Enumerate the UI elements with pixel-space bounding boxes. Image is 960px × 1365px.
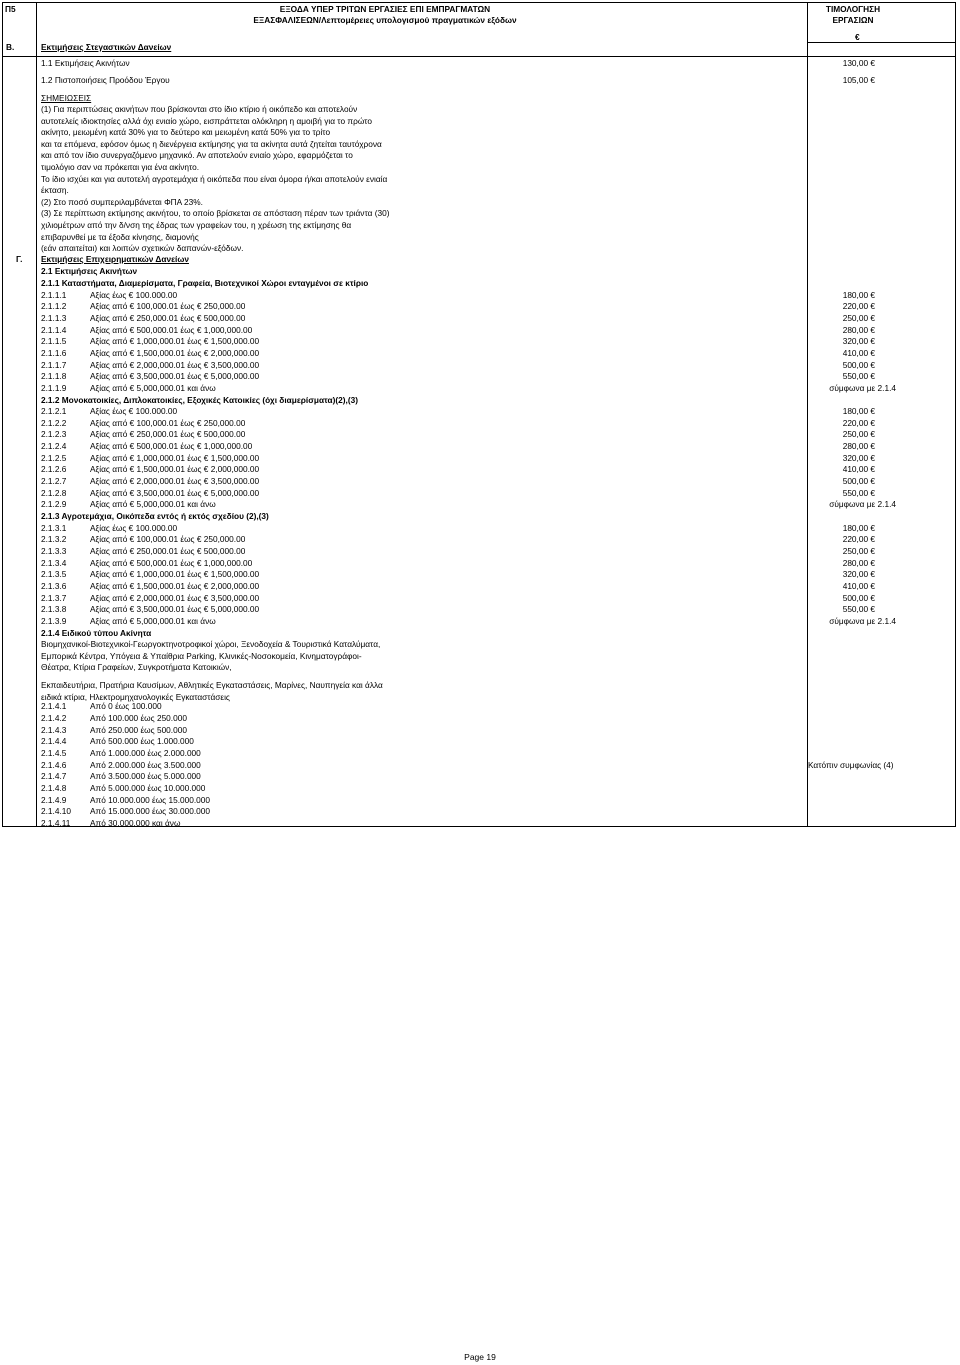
note-text: έκταση. [41, 185, 69, 196]
group-description: ειδικά κτίρια, Ηλεκτρομηχανολογικές Εγκαταστάσεις [41, 691, 230, 702]
row-label: Αξίας από € 2,000,000.01 έως € 3,500,000.00 [90, 592, 260, 603]
row-price: 410,00 € [842, 464, 875, 475]
row-code: 2.1.3.6 [41, 580, 67, 591]
description-line [0, 639, 960, 651]
row-label: Αξίας από € 3,500,000.01 έως € 5,000,000.00 [90, 604, 260, 615]
row-label: Από 5.000.000 έως 10.000.000 [90, 782, 206, 793]
row-label: Αξίας από € 5,000,000.01 και άνω [90, 499, 216, 510]
row-label: Αξίας από € 250,000.01 έως € 500,000.00 [90, 545, 246, 556]
row-price: 250,00 € [842, 312, 875, 323]
row-label: Από 100.000 έως 250.000 [90, 713, 187, 724]
description-line [0, 680, 960, 692]
group-description: Θέατρα, Κτίρια Γραφείων, Συγκροτήματα Κατοικιών, [41, 662, 232, 673]
row-label: Αξίας από € 100,000.01 έως € 250,000.00 [90, 417, 246, 428]
row-label: Αξίας από € 5,000,000.01 και άνω [90, 382, 216, 393]
row-code: 2.1.3.7 [41, 592, 67, 603]
note-text: επιβαρυνθεί με τα έξοδα κίνησης, διαμονής [41, 231, 199, 242]
row-code: 2.1.1.3 [41, 312, 67, 323]
note-line [0, 150, 960, 162]
row-price: 180,00 € [842, 522, 875, 533]
table-row [0, 371, 960, 383]
note-line [0, 220, 960, 232]
pricing-column-header [808, 4, 898, 26]
row-label: Από 30.000.000 και άνω [90, 817, 181, 828]
table-row [0, 713, 960, 725]
table-row [0, 581, 960, 593]
section-b-header [0, 42, 960, 54]
row-label: 1.2 Πιστοποιήσεις Προόδου Έργου [41, 75, 170, 85]
row-code: 2.1.2.2 [41, 417, 67, 428]
note-text: και από τον ίδιο συνεργαζόμενο μηχανικό. Αν αποτελούν ενιαίο χώρο, εφαρμόζεται το [41, 150, 353, 161]
row-price: 550,00 € [842, 487, 875, 498]
table-row [0, 453, 960, 465]
table-row [0, 290, 960, 302]
section-c-header [0, 254, 960, 266]
row-price: σύμφωνα με 2.1.4 [829, 499, 896, 510]
table-row [0, 534, 960, 546]
notes-heading: ΣΗΜΕΙΩΣΕΙΣ [41, 93, 92, 103]
row-price: 220,00 € [842, 301, 875, 312]
table-row [0, 429, 960, 441]
row-label: Αξίας από € 100,000.01 έως € 250,000.00 [90, 301, 246, 312]
row-label: Αξίας από € 1,500,000.01 έως € 2,000,000.00 [90, 347, 260, 358]
row-price: 500,00 € [842, 592, 875, 603]
pricing-header-line-1: ΤΙΜΟΛΟΓΗΣΗ [825, 4, 881, 14]
note-line [0, 174, 960, 186]
row-code: 2.1.4.4 [41, 736, 67, 747]
table-row [0, 75, 960, 87]
row-label: Αξίας από € 500,000.01 έως € 1,000,000.00 [90, 324, 253, 335]
group-title: 2.1.1 Καταστήματα, Διαμερίσματα, Γραφεία, Βιοτεχνικοί Χώροι ενταγμένοι σε κτίριο [41, 278, 369, 288]
group-description: Εμπορικά Κέντρα, Υπόγεια & Υπαίθρια Parking, Κλινικές-Νοσοκομεία, Κινηματογράφοι- [41, 650, 362, 661]
note-text: αυτοτελείς ιδιοκτησίες αλλά όχι ενιαίο χώρο, εισπράττεται ολόκληρη η αμοιβή για το πρώτο [41, 115, 372, 126]
table-row [0, 701, 960, 713]
group-description: Βιομηχανικοί-Βιοτεχνικοί-Γεωργοκτηνοτροφικοί χώροι, Ξενοδοχεία & Τουριστικά Καταλύματα, [41, 639, 381, 650]
row-price: 280,00 € [842, 441, 875, 452]
subsection-title [0, 266, 960, 278]
table-row [0, 313, 960, 325]
table-row [0, 499, 960, 511]
row-price: 250,00 € [842, 545, 875, 556]
group-title: 2.1.4 Ειδικού τύπου Ακίνητα [41, 627, 152, 638]
table-row [0, 818, 960, 830]
table-row [0, 406, 960, 418]
description-line [0, 651, 960, 663]
group-description: Εκπαιδευτήρια, Πρατήρια Καυσίμων, Αθλητικές Εγκαταστάσεις, Μαρίνες, Ναυπηγεία και άλλα [41, 680, 383, 691]
note-text: (εάν απαιτείται) και λοιπών σχετικών δαπανών-εξόδων. [41, 243, 244, 254]
section-title: Εκτιμήσεις Στεγαστικών Δανείων [41, 42, 172, 52]
note-line [0, 208, 960, 220]
table-row [0, 771, 960, 783]
row-label: Από 1.000.000 έως 2.000.000 [90, 748, 201, 758]
row-price: Κατόπιν συμφωνίας (4) [808, 759, 894, 770]
group-heading [0, 628, 960, 640]
group-heading [0, 278, 960, 290]
row-code: 2.1.1.6 [41, 347, 67, 358]
note-text: (3) Σε περίπτωση εκτίμησης ακινήτου, το οποίο βρίσκεται σε απόσταση πέραν των τριάντα (30) [41, 208, 390, 219]
row-code: 2.1.4.8 [41, 782, 67, 793]
row-code: 2.1.1.9 [41, 382, 67, 393]
row-code: 2.1.1.8 [41, 371, 67, 382]
table-row [0, 325, 960, 337]
section-letter: Β. [6, 42, 15, 52]
row-label: Αξίας από € 1,500,000.01 έως € 2,000,000.00 [90, 464, 260, 475]
note-text: και τα επόμενα, εφόσον όμως η διενέργεια εκτίμησης για τα ακίνητα αυτά ζητείται ταυτόχρονα [41, 138, 382, 149]
row-label: Αξίας από € 100,000.01 έως € 250,000.00 [90, 534, 246, 545]
table-row [0, 441, 960, 453]
row-price: σύμφωνα με 2.1.4 [829, 615, 896, 626]
row-label: Αξίας από € 5,000,000.01 και άνω [90, 615, 216, 626]
table-row [0, 488, 960, 500]
row-price: 105,00 € [842, 75, 875, 85]
row-code: 2.1.4.1 [41, 701, 67, 712]
row-label: Αξίας από € 1,500,000.01 έως € 2,000,000.00 [90, 580, 260, 591]
row-price: 180,00 € [842, 406, 875, 417]
note-line [0, 127, 960, 139]
row-label: Αξίας από € 1,000,000.01 έως € 1,500,000.00 [90, 569, 260, 580]
currency-symbol: € [855, 32, 860, 42]
row-price: 410,00 € [842, 347, 875, 358]
note-line [0, 232, 960, 244]
row-label: 1.1 Εκτιμήσεις Ακινήτων [41, 58, 130, 68]
row-code: 2.1.4.7 [41, 771, 67, 782]
row-price: 250,00 € [842, 429, 875, 440]
description-line [0, 662, 960, 674]
row-label: Αξίας από € 250,000.01 έως € 500,000.00 [90, 312, 246, 323]
page-title [225, 4, 545, 26]
table-row [0, 795, 960, 807]
row-label: Από 0 έως 100.000 [90, 701, 162, 712]
row-label: Αξίας έως € 100.000.00 [90, 289, 178, 300]
row-code: 2.1.2.6 [41, 464, 67, 475]
row-price: 220,00 € [842, 534, 875, 545]
row-price: 320,00 € [842, 336, 875, 347]
row-code: 2.1.2.4 [41, 441, 67, 452]
row-label: Αξίας έως € 100.000.00 [90, 406, 178, 417]
table-row [0, 725, 960, 737]
table-row [0, 383, 960, 395]
row-price: 180,00 € [842, 289, 875, 300]
row-code: 2.1.3.2 [41, 534, 67, 545]
table-row [0, 748, 960, 760]
row-code: 2.1.4.9 [41, 794, 67, 805]
row-code: 2.1.1.5 [41, 336, 67, 347]
group-title: 2.1.3 Αγροτεμάχια, Οικόπεδα εντός ή εκτός σχεδίου (2),(3) [41, 511, 269, 521]
header-bottom-line [3, 56, 955, 57]
row-code: 2.1.4.2 [41, 713, 67, 724]
pricing-header-line-2: ΕΡΓΑΣΙΩΝ [832, 15, 874, 25]
row-code: 2.1.3.5 [41, 569, 67, 580]
row-price: 130,00 € [842, 58, 875, 68]
row-code: 2.1.2.7 [41, 476, 67, 487]
table-row [0, 806, 960, 818]
row-label: Αξίας από € 1,000,000.01 έως € 1,500,000.00 [90, 336, 260, 347]
page-number: Page 19 [464, 1352, 496, 1362]
row-label: Αξίας από € 250,000.01 έως € 500,000.00 [90, 429, 246, 440]
row-price: σύμφωνα με 2.1.4 [829, 382, 896, 393]
row-code: 2.1.1.1 [41, 289, 67, 300]
subsection-label: 2.1 Εκτιμήσεις Ακινήτων [41, 266, 138, 276]
section-code: Π5 [5, 4, 16, 14]
row-price: 410,00 € [842, 580, 875, 591]
row-label: Από 500.000 έως 1.000.000 [90, 736, 194, 747]
table-row [0, 476, 960, 488]
table-row [0, 593, 960, 605]
group-heading [0, 395, 960, 407]
row-price: 320,00 € [842, 569, 875, 580]
row-label: Αξίας από € 2,000,000.01 έως € 3,500,000.00 [90, 476, 260, 487]
row-code: 2.1.1.4 [41, 324, 67, 335]
note-text: Το ίδιο ισχύει και για αυτοτελή αγροτεμάχια ή οικόπεδα που είναι όμορα ή/και αποτελούν ενιαία [41, 173, 388, 184]
row-price: 500,00 € [842, 476, 875, 487]
row-code: 2.1.4.6 [41, 759, 67, 770]
row-code: 2.1.4.10 [41, 806, 71, 817]
table-row [0, 464, 960, 476]
table-row [0, 348, 960, 360]
row-code: 2.1.2.5 [41, 452, 67, 463]
row-label: Από 3.500.000 έως 5.000.000 [90, 771, 201, 782]
row-code: 2.1.2.1 [41, 406, 67, 417]
note-text: τιμολόγιο σαν να πρόκειται για ένα ακίνητο. [41, 162, 200, 172]
row-price: 500,00 € [842, 359, 875, 370]
note-line [0, 162, 960, 174]
row-code: 2.1.3.9 [41, 615, 67, 626]
row-label: Αξίας από € 3,500,000.01 έως € 5,000,000.00 [90, 487, 260, 498]
row-code: 2.1.1.7 [41, 359, 67, 370]
note-line [0, 139, 960, 151]
title-line-2: ΕΞΑΣΦΑΛΙΣΕΩΝ/Λεπτομέρειες υπολογισμού πραγματικών εξόδων [253, 15, 517, 25]
row-code: 2.1.3.1 [41, 522, 67, 533]
note-text: (1) Για περιπτώσεις ακινήτων που βρίσκονται στο ίδιο κτίριο ή οικόπεδο και αποτελούν [41, 104, 358, 114]
row-code: 2.1.2.3 [41, 429, 67, 440]
table-row [0, 360, 960, 372]
note-text: χιλιομέτρων από την δ/νση της έδρας των γραφείων του, η χρέωση της εκτίμησης θα [41, 220, 352, 230]
table-row [0, 336, 960, 348]
row-code: 2.1.2.9 [41, 499, 67, 510]
table-row [0, 616, 960, 628]
row-code: 2.1.1.2 [41, 301, 67, 312]
table-row [0, 546, 960, 558]
row-label: Αξίας από € 3,500,000.01 έως € 5,000,000.00 [90, 371, 260, 382]
table-row [0, 736, 960, 748]
table-row [0, 604, 960, 616]
title-line-1: ΕΞΟΔΑ ΥΠΕΡ ΤΡΙΤΩΝ ΕΡΓΑΣΙΕΣ ΕΠΙ ΕΜΠΡΑΓΜΑΤΩΝ [279, 4, 491, 14]
row-code: 2.1.4.11 [41, 817, 71, 828]
row-code: 2.1.3.3 [41, 545, 67, 556]
note-line [0, 116, 960, 128]
group4-price-row [0, 760, 960, 772]
table-row [0, 783, 960, 795]
row-price: 280,00 € [842, 324, 875, 335]
note-text: (2) Στο ποσό συμπεριλαμβάνεται ΦΠΑ 23%. [41, 196, 203, 207]
row-price: 550,00 € [842, 604, 875, 615]
section-title: Εκτιμήσεις Επιχειρηματικών Δανείων [41, 254, 189, 264]
note-line [0, 104, 960, 116]
row-label: Αξίας από € 1,000,000.01 έως € 1,500,000.00 [90, 452, 260, 463]
row-label: Από 15.000.000 έως 30.000.000 [90, 806, 211, 817]
row-price: 220,00 € [842, 417, 875, 428]
row-code: 2.1.4.3 [41, 724, 67, 735]
row-label: Αξίας από € 500,000.01 έως € 1,000,000.00 [90, 557, 253, 568]
note-line [0, 197, 960, 209]
row-price: 280,00 € [842, 557, 875, 568]
row-code: 2.1.2.8 [41, 487, 67, 498]
row-label: Από 250.000 έως 500.000 [90, 724, 187, 735]
row-price: 320,00 € [842, 452, 875, 463]
section-letter: Γ. [16, 254, 23, 264]
row-code: 2.1.4.5 [41, 748, 67, 758]
table-row [0, 558, 960, 570]
row-label: Από 2.000.000 έως 3.500.000 [90, 759, 201, 770]
table-row [0, 569, 960, 581]
row-label: Αξίας από € 2,000,000.01 έως € 3,500,000.00 [90, 359, 260, 370]
group-heading [0, 511, 960, 523]
note-text: ακίνητο, μειωμένη κατά 30% για το δεύτερο και μειωμένη κατά 50% για το τρίτο [41, 127, 331, 138]
note-line [0, 185, 960, 197]
table-row [0, 523, 960, 535]
row-label: Αξίας έως € 100.000.00 [90, 522, 178, 533]
row-price: 550,00 € [842, 371, 875, 382]
row-label: Αξίας από € 500,000.01 έως € 1,000,000.00 [90, 441, 253, 452]
table-row [0, 58, 960, 70]
row-code: 2.1.3.4 [41, 557, 67, 568]
table-row [0, 418, 960, 430]
group-title: 2.1.2 Μονοκατοικίες, Διπλοκατοικίες, Εξοχικές Κατοικίες (όχι διαμερίσματα)(2),(3) [41, 394, 358, 405]
row-label: Από 10.000.000 έως 15.000.000 [90, 794, 211, 805]
table-row [0, 301, 960, 313]
row-code: 2.1.3.8 [41, 604, 67, 615]
